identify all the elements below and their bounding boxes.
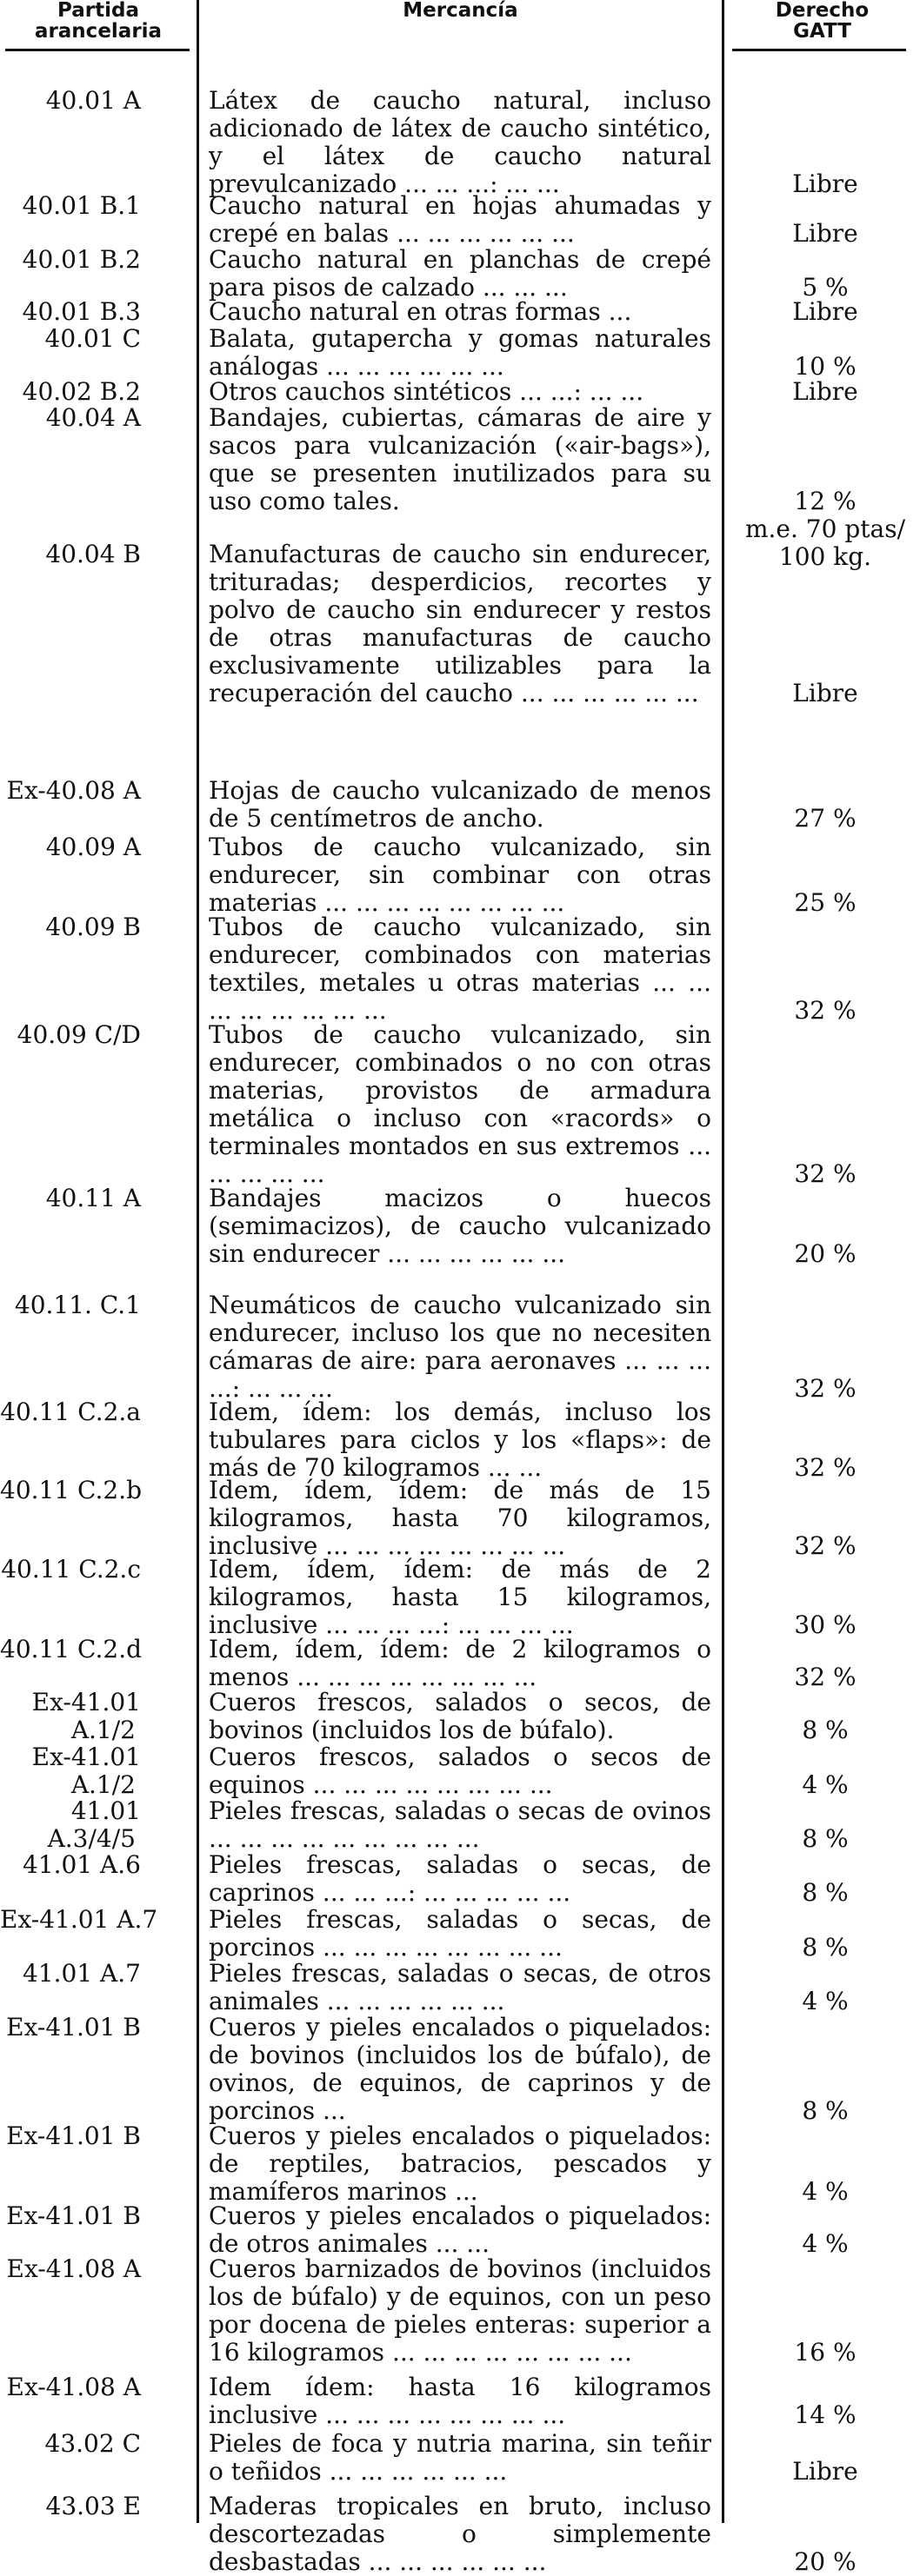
mercancia-text: Idem, ídem, ídem: de 2 kilogramos o menos ... ... ... ... ... ... ... ... [209,1635,711,1691]
partida-code-line: Ex-41.01 [31,1688,141,1716]
mercancia-text: Balata, gutapercha y gomas naturales análogas ... ... ... ... ... ... [209,324,711,381]
partida-code [0,1636,191,1663]
derecho-line: Libre [792,297,858,326]
mercancia-text: Caucho natural en otras formas ... [209,297,632,326]
partida-code [0,833,191,861]
partida-code-line: A.1/2 [70,1716,136,1744]
derecho-value [730,298,920,326]
derecho-line: 12 % [794,487,857,515]
partida-code-line: 41.01 A.7 [23,1959,141,1988]
derecho-line: 25 % [794,888,857,917]
partida-code-line: 40.01 A [45,86,141,115]
partida-code [0,378,191,406]
partida-code [0,298,191,326]
mercancia-text: Neumáticos de caucho vulcanizado sin endurecer, incluso los que no necesiten cámaras de aire: para aeronaves ... ... ... ...: ... ... ... [209,1291,711,1403]
mercancia-text: Idem, ídem: los demás, incluso los tubulares para ciclos y los «flaps»: de más de 70 kilogramos ... ... [209,1398,711,1482]
mercancia-text: Maderas tropicales en bruto, incluso descortezadas o simplemente desbastadas ... ... ... ... ... ... [209,2492,711,2576]
partida-code-line: 40.11 C.2.a [0,1398,141,1426]
mercancia-text: Bandajes macizos o huecos (semimacizos), de caucho vulcanizado sin endurecer ... ... ... ... ... ... [209,1184,711,1268]
partida-code [0,325,191,353]
mercancia-text: Manufacturas de caucho sin endurecer, trituradas; desperdicios, recortes y polvo de caucho sin endurecer y restos de otras manufacturas de caucho exclusivamente utilizables para la recuperación del caucho ... ... ... ... ... ... [209,540,711,707]
column-divider-right [722,0,724,2523]
partida-code [0,404,191,432]
derecho-value [730,2230,920,2258]
derecho-line: 32 % [794,1453,857,1482]
partida-code [0,1689,191,1744]
derecho-value [730,1375,920,1403]
partida-code [0,1556,191,1583]
derecho-line: 8 % [802,1933,849,1962]
mercancia-text: Cueros barnizados de bovinos (incluidos los de búfalo) y de equinos, con un peso por docena de pieles enteras: superior a 16 kilogramos ... ... ... ... ... ... ... ... [209,2254,711,2367]
partida-code [0,1477,191,1504]
mercancia-text: Cueros frescos, salados o secos, de bovinos (incluidos los de búfalo). [209,1688,711,1744]
partida-code-line: 40.01 C [44,324,141,353]
derecho-value [730,1160,920,1188]
derecho-line: 4 % [802,1987,849,2015]
derecho-line: 20 % [794,2547,857,2576]
derecho-value [730,997,920,1025]
partida-code-line: 40.11 A [45,1184,141,1212]
header-rule-left [5,49,190,51]
derecho-value [730,889,920,917]
derecho-value [730,2178,920,2206]
mercancia-text: Cueros frescos, salados o secos de equinos ... ... ... ... ... ... ... ... [209,1743,711,1799]
derecho-value [730,1532,920,1560]
derecho-line: Libre [792,219,858,248]
partida-code [0,1291,191,1319]
derecho-line: Libre [792,377,858,406]
partida-code [0,1398,191,1426]
partida-code-line: 40.09 C/D [17,1020,141,1049]
mercancia-text: Pieles frescas, saladas o secas, de otros animales ... ... ... ... ... ... [209,1959,711,2015]
partida-code [0,1797,191,1853]
derecho-line: 16 % [794,2338,857,2367]
mercancia-text: Cueros y pieles encalados o piquelados: de bovinos (incluidos los de búfalo), de ovinos, de equinos, de caprinos y de porcinos ... [209,2013,711,2125]
partida-code-line: 41.01 [70,1796,141,1825]
mercancia-text: Hojas de caucho vulcanizado de menos de 5 centímetros de ancho. [209,776,711,833]
partida-code [0,1906,191,1934]
header-rule-right [732,49,906,51]
derecho-value [730,805,920,833]
derecho-value [730,1988,920,2015]
mercancia-text: Idem, ídem, ídem: de más de 15 kilogramos, hasta 70 kilogramos, inclusive ... ... ... ... ... ... ... ... [209,1476,711,1560]
partida-code-line: 41.01 A.6 [23,1850,141,1879]
derecho-line: m.e. 70 ptas/ [744,515,906,543]
derecho-value [730,1716,920,1744]
mercancia-text: Tubos de caucho vulcanizado, sin endurecer, combinados o no con otras materias, provistos de armadura metálica o incluso con «racords» o terminales montados en sus extremos ... ... ... ... ... [209,1020,711,1188]
partida-code-line: 40.09 A [45,833,141,861]
derecho-value [730,2548,920,2576]
mercancia-text: Látex de caucho natural, incluso adicionado de látex de caucho sintético, y el látex de caucho natural prevulcanizado ... ... ...: ... ... [209,86,711,198]
derecho-line: Libre [792,679,858,707]
mercancia-text: Cueros y pieles encalados o piquelados: de otros animales ... ... [209,2201,711,2258]
derecho-line: 32 % [794,1663,857,1691]
derecho-line: 5 % [802,273,849,302]
partida-code [0,1960,191,1988]
header-partida: Partida arancelaria [34,0,163,43]
derecho-value [730,1879,920,1907]
derecho-line: 100 kg. [778,542,872,571]
partida-code [0,777,191,805]
derecho-line: 30 % [794,1610,857,1639]
derecho-line: 27 % [794,804,857,833]
mercancia-text: Pieles frescas, saladas o secas de ovinos ... ... ... ... ... ... ... ... ... [209,1796,711,1853]
partida-code [0,1851,191,1879]
derecho-line: 32 % [794,1374,857,1403]
derecho-line: 32 % [794,996,857,1025]
derecho-value [730,378,920,406]
mercancia-text: Caucho natural en hojas ahumadas y crepé en balas ... ... ... ... ... ... [209,191,711,248]
partida-code-line: 40.11 C.2.b [0,1476,143,1504]
derecho-line: 20 % [794,1239,857,1268]
mercancia-text: Tubos de caucho vulcanizado, sin endurecer, combinados con materias textiles, metales u otras materias ... ... ... ... ... ... ... ... [209,913,711,1025]
partida-code [0,2493,191,2520]
derecho-value [730,1771,920,1799]
derecho-line: 10 % [794,352,857,381]
derecho-value [730,1934,920,1962]
partida-code-line: A.1/2 [70,1770,136,1799]
derecho-value [730,488,920,571]
derecho-value [730,1825,920,1853]
partida-code-line: Ex-41.01 B [6,2013,141,2042]
derecho-value [730,1454,920,1482]
partida-code-line: A.3/4/5 [47,1824,136,1853]
derecho-line: 4 % [802,2229,849,2258]
partida-code [0,2430,191,2458]
mercancia-text: Bandajes, cubiertas, cámaras de aire y sacos para vulcanización («air-bags»), que se presenten inutilizados para su uso como tales. [209,403,711,515]
mercancia-text: Cueros y pieles encalados o piquelados: de reptiles, batracios, pescados y mamíferos marinos ... [209,2121,711,2206]
partida-code-line: 40.11 C.2.d [0,1635,143,1663]
partida-code [0,2014,191,2042]
derecho-value [730,1240,920,1268]
derecho-line: 14 % [794,2400,857,2429]
header-derecho: Derecho GATT [775,0,870,43]
derecho-value [730,220,920,248]
partida-code [0,2374,191,2401]
partida-code-line: Ex-41.08 A [6,2373,141,2401]
derecho-value [730,2097,920,2125]
derecho-line: Libre [792,169,858,198]
partida-code-line: 40.04 A [45,403,141,432]
partida-code [0,2122,191,2150]
mercancia-text: Pieles de foca y nutria marina, sin teñir o teñidos ... ... ... ... ... ... [209,2429,711,2486]
derecho-value [730,170,920,198]
derecho-line: 8 % [802,1824,849,1853]
derecho-value [730,680,920,707]
derecho-value [730,2401,920,2429]
partida-code-line: Ex-41.01 [31,1743,141,1771]
partida-code-line: Ex-41.01 B [6,2201,141,2230]
partida-code [0,2202,191,2230]
partida-code-line: 40.01 B.3 [22,297,141,326]
derecho-line: 8 % [802,1878,849,1907]
partida-code [0,541,191,568]
mercancia-text: Tubos de caucho vulcanizado, sin endurecer, sin combinar con otras materias ... ... ... ... ... ... ... ... [209,833,711,917]
derecho-value [730,2339,920,2367]
partida-code-line: 40.11 C.2.c [1,1555,141,1583]
partida-code-line: 43.03 E [45,2492,141,2520]
derecho-value [730,1611,920,1639]
partida-code [0,87,191,115]
partida-code-line: Ex-41.01 A.7 [0,1905,158,1934]
derecho-line: 32 % [794,1531,857,1560]
mercancia-text: Pieles frescas, saladas o secas, de porcinos ... ... ... ... ... ... ... ... [209,1905,711,1962]
partida-code [0,1021,191,1049]
partida-code-line: Ex-41.08 A [6,2254,141,2283]
partida-code-line: Ex-40.08 A [6,776,141,805]
partida-code [0,1743,191,1799]
partida-code-line: 40.01 B.2 [22,245,141,274]
partida-code [0,2255,191,2283]
derecho-line: 8 % [802,2096,849,2125]
partida-code-line: 40.01 B.1 [22,191,141,220]
partida-code [0,246,191,274]
column-divider-left [197,0,199,2523]
mercancia-text: Idem ídem: hasta 16 kilogramos inclusive ... ... ... ... ... ... ... ... [209,2373,711,2429]
partida-code-line: 43.02 C [44,2429,141,2458]
derecho-line: 32 % [794,1159,857,1188]
partida-code [0,192,191,220]
mercancia-text: Caucho natural en planchas de crepé para pisos de calzado ... ... ... [209,245,711,302]
header-mercancia: Mercancía [403,0,518,22]
mercancia-text: Otros cauchos sintéticos ... ...: ... ... [209,377,644,406]
partida-code-line: 40.09 B [45,913,141,941]
mercancia-text: Idem, ídem, ídem: de más de 2 kilogramos, hasta 15 kilogramos, inclusive ... ... ... ...: ... ... ... ... [209,1555,711,1639]
derecho-line: 8 % [802,1716,849,1744]
partida-code-line: 40.11. C.1 [14,1291,141,1319]
mercancia-text: Pieles frescas, saladas o secas, de caprinos ... ... ...: ... ... ... ... ... [209,1850,711,1907]
derecho-value [730,1663,920,1691]
partida-code [0,1185,191,1212]
derecho-line: 4 % [802,2177,849,2206]
partida-code-line: 40.04 B [45,540,141,568]
partida-code [0,913,191,941]
derecho-line: 4 % [802,1770,849,1799]
derecho-value [730,2458,920,2486]
partida-code-line: 40.02 B.2 [22,377,141,406]
partida-code-line: Ex-41.01 B [6,2121,141,2150]
derecho-line: Libre [792,2457,858,2486]
